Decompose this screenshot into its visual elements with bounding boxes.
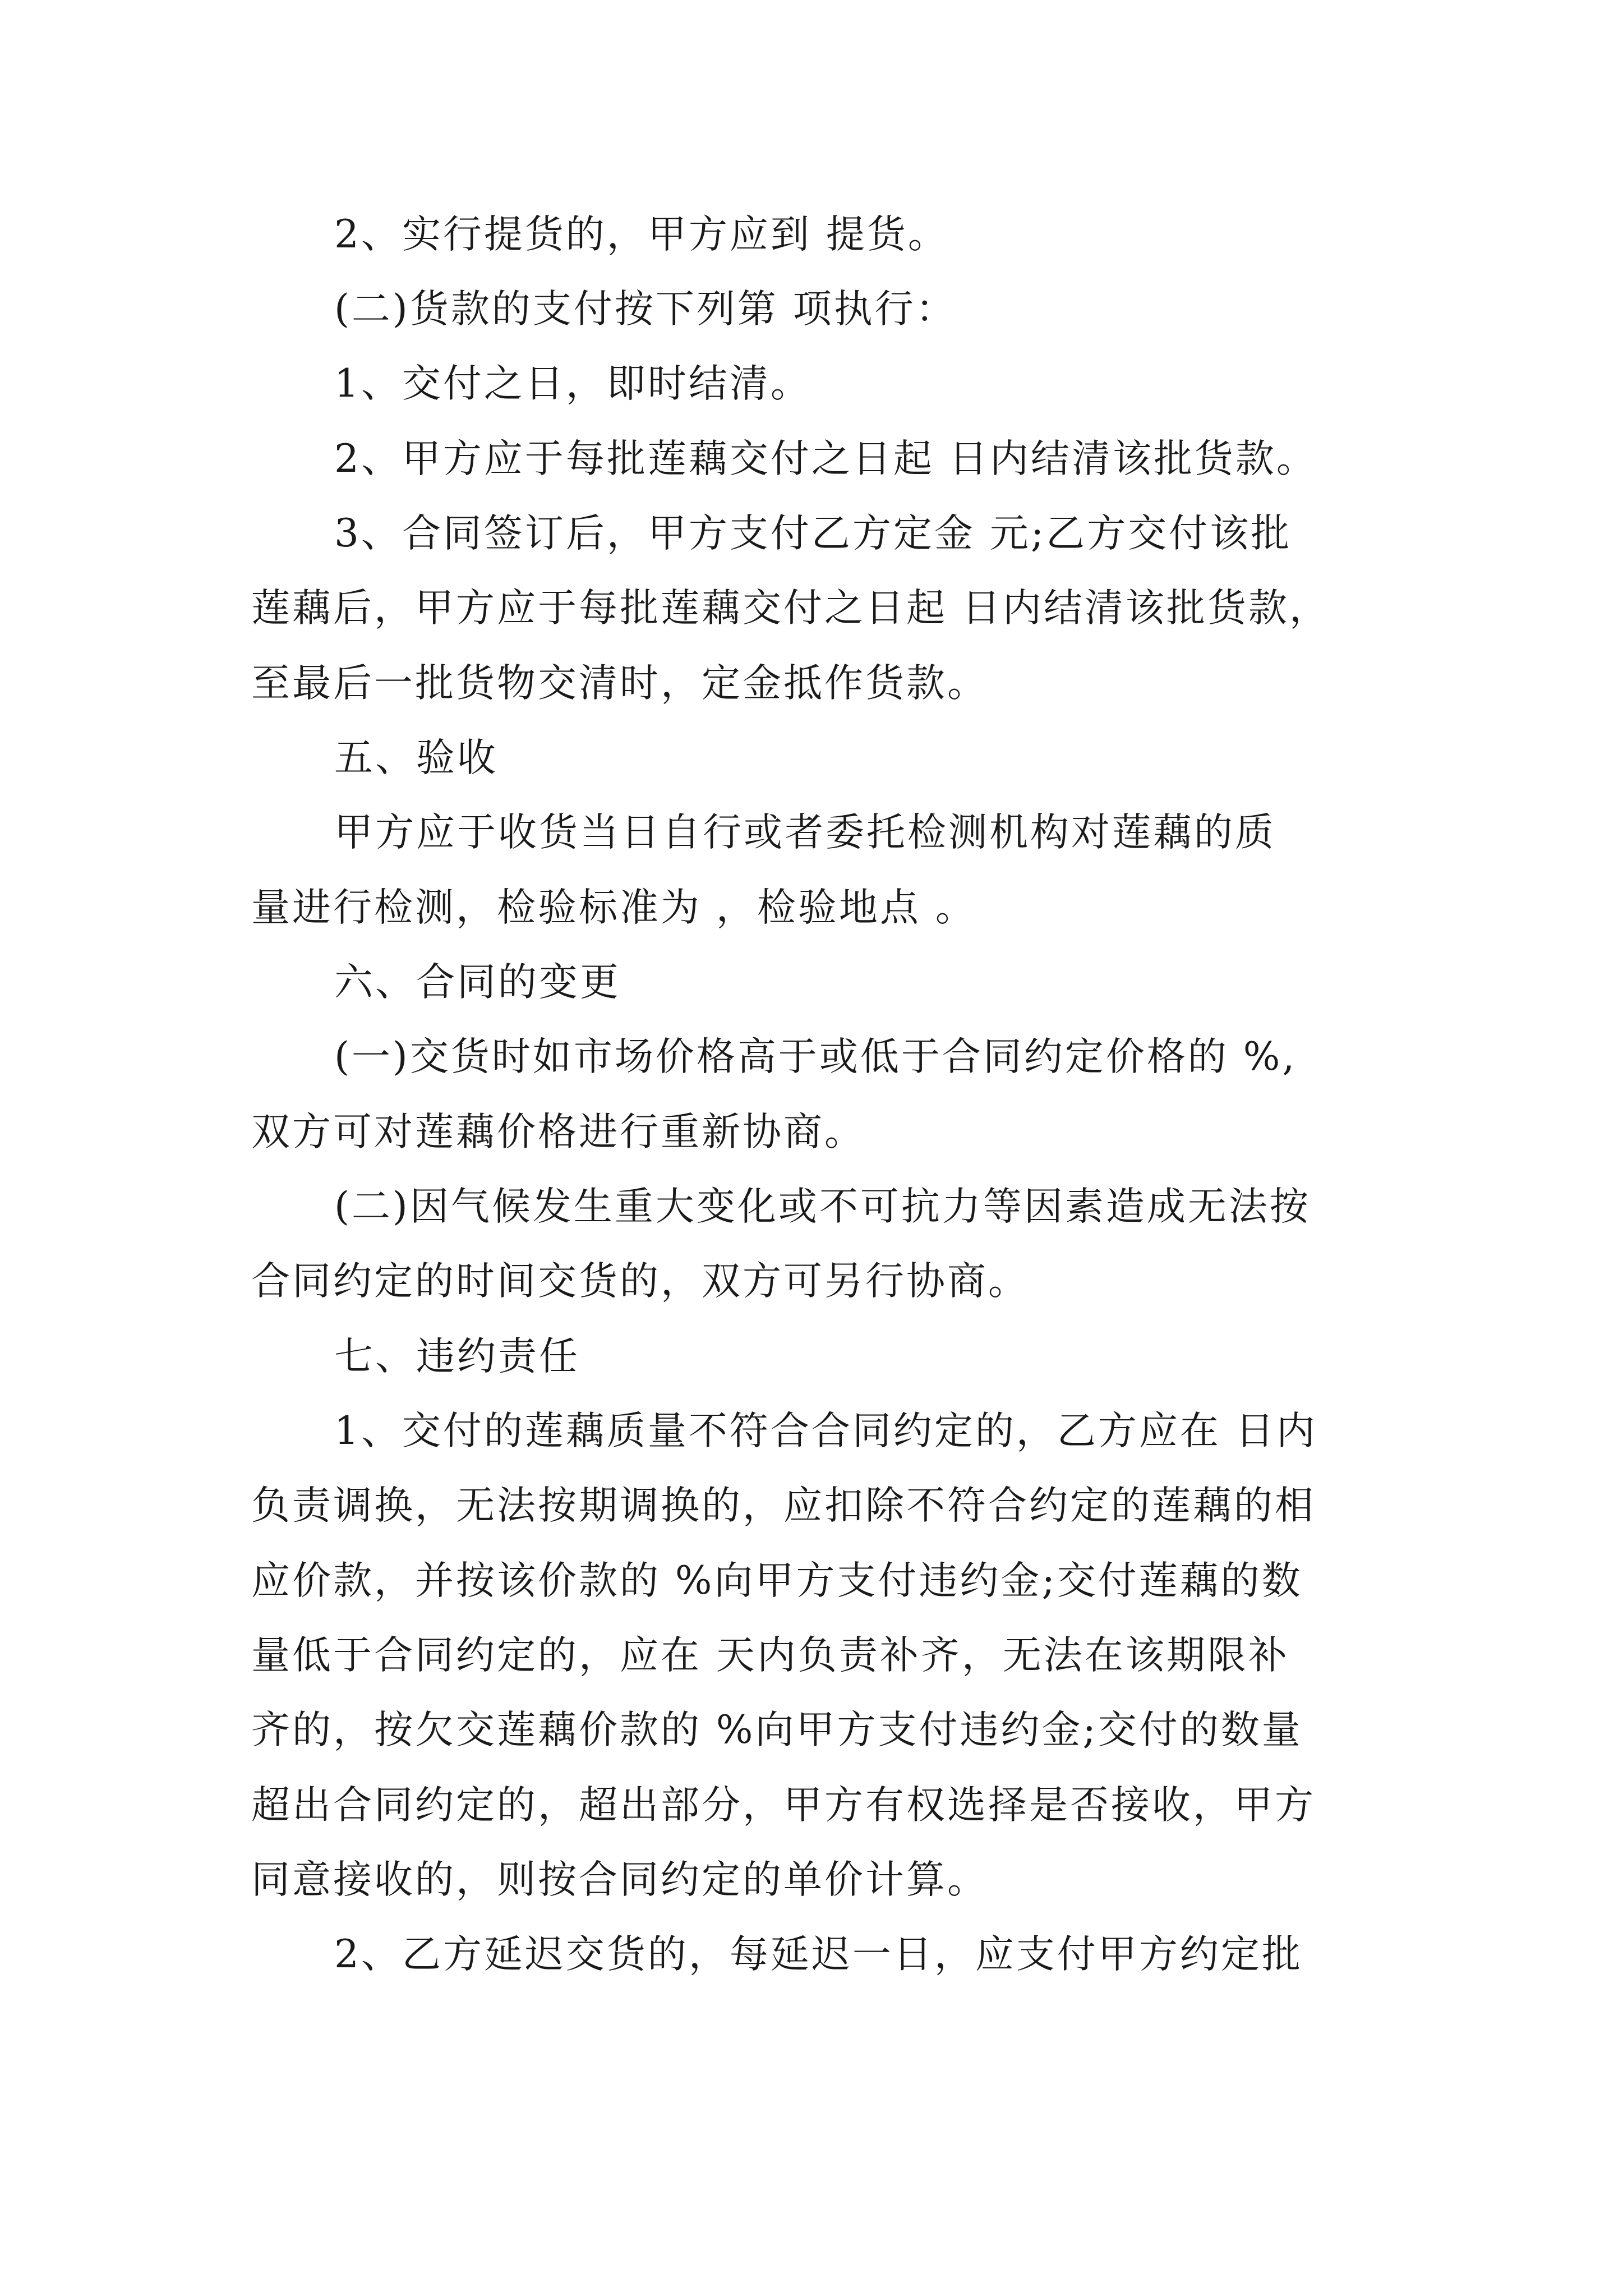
- text-line: 2、甲方应于每批莲藕交付之日起 日内结清该批货款。: [334, 436, 1317, 481]
- section-heading: 六、合同的变更: [334, 960, 621, 1005]
- text-line: 应价款，并按该价款的 %向甲方支付违约金;交付莲藕的数: [251, 1558, 1303, 1603]
- text-line: 2、乙方延迟交货的，每延迟一日，应支付甲方约定批: [334, 1932, 1303, 1977]
- text-line: 量低于合同约定的，应在 天内负责补齐，无法在该期限补: [251, 1633, 1289, 1678]
- text-line: (二)因气候发生重大变化或不可抗力等因素造成无法按: [334, 1184, 1311, 1229]
- text-line: 超出合同约定的，超出部分，甲方有权选择是否接收，甲方: [251, 1783, 1316, 1828]
- text-line: 齐的，按欠交莲藕价款的 %向甲方支付违约金;交付的数量: [251, 1708, 1303, 1752]
- text-line: (一)交货时如市场价格高于或低于合同约定价格的 %,: [334, 1034, 1297, 1079]
- text-line: 至最后一批货物交清时，定金抵作货款。: [251, 661, 988, 706]
- text-line: 2、实行提货的，甲方应到 提货。: [334, 212, 949, 257]
- text-line: 双方可对莲藕价格进行重新协商。: [251, 1110, 865, 1154]
- text-line: 同意接收的，则按合同约定的单价计算。: [251, 1857, 988, 1902]
- text-line: 1、交付之日，即时结清。: [334, 361, 811, 406]
- text-line: 甲方应于收货当日自行或者委托检测机构对莲藕的质: [334, 810, 1276, 855]
- section-heading: 七、违约责任: [334, 1334, 580, 1379]
- section-heading: 五、验收: [334, 735, 498, 780]
- text-line: (二)货款的支付按下列第 项执行：: [334, 287, 957, 332]
- text-line: 合同约定的时间交货的，双方可另行协商。: [251, 1259, 1029, 1304]
- text-line: 3、合同签订后，甲方支付乙方定金 元;乙方交付该批: [334, 511, 1292, 556]
- text-line: 量进行检测，检验标准为 ，检验地点 。: [251, 885, 976, 930]
- text-line: 负责调换，无法按期调换的，应扣除不符合约定的莲藕的相: [251, 1483, 1316, 1528]
- text-line: 莲藕后，甲方应于每批莲藕交付之日起 日内结清该批货款，: [251, 586, 1330, 631]
- text-line: 1、交付的莲藕质量不符合合同约定的，乙方应在 日内: [334, 1409, 1317, 1453]
